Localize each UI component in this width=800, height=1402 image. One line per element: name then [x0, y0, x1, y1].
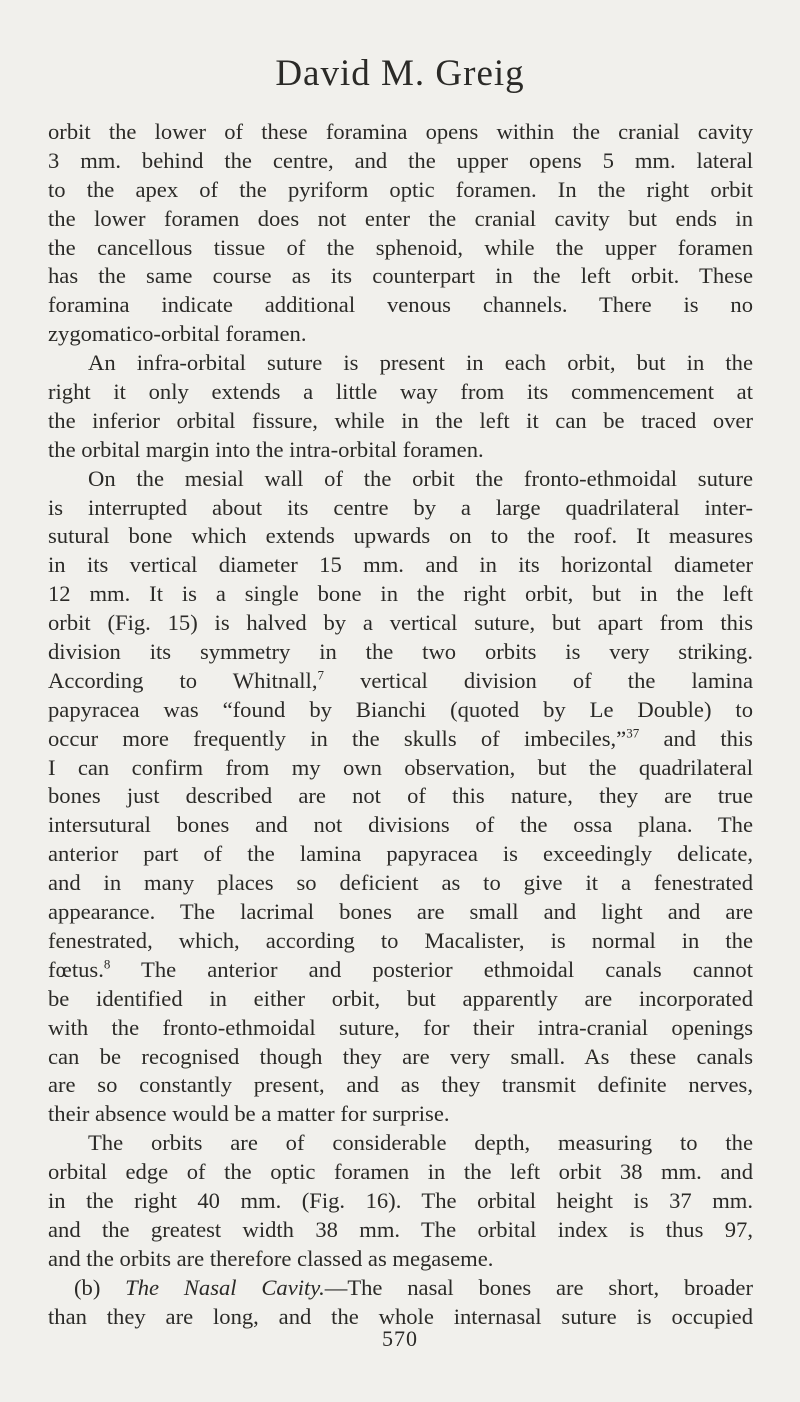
line-text: (b) [74, 1274, 126, 1300]
text-line [48, 811, 753, 840]
text-line [48, 956, 753, 985]
line-text: in the right 40 mm. (Fig. 16). The orbital height is 37 mm. [48, 1187, 753, 1213]
text-line [48, 378, 753, 407]
text-line [48, 234, 753, 263]
line-text: orbit the lower of these foramina opens within the cranial cavity [48, 119, 753, 144]
line-text: According to Whitnall, [48, 667, 318, 693]
text-line [48, 1043, 753, 1072]
text-line [48, 1071, 753, 1100]
line-text: with the fronto-ethmoidal suture, for their intra-cranial openings [48, 1014, 753, 1040]
text-line [48, 869, 753, 898]
footnote-ref: 37 [626, 725, 640, 741]
line-text: The anterior and posterior ethmoidal canals cannot [110, 956, 753, 982]
line-text: right it only extends a little way from its commencement at [48, 379, 753, 405]
text-line [48, 118, 753, 147]
line-text: the inferior orbital fissure, while in the left it can be traced over [48, 407, 753, 433]
line-text: orbit (Fig. 15) is halved by a vertical suture, but apart from this [48, 610, 753, 636]
text-line [48, 1245, 753, 1274]
text-line [48, 320, 753, 349]
text-line [48, 609, 753, 638]
line-text: sutural bone which extends upwards on to the roof. It measures [48, 523, 753, 549]
line-text: to the apex of the pyriform optic foramen. In the right orbit [48, 176, 753, 202]
line-text: has the same course as its counterpart in the left orbit. These [48, 263, 753, 289]
text-line [48, 638, 753, 667]
line-text: the lower foramen does not enter the cranial cavity but ends in [48, 205, 753, 231]
text-line [48, 1187, 753, 1216]
line-text: The orbits are of considerable depth, measuring to the [88, 1130, 753, 1156]
line-text: in its vertical diameter 15 mm. and in its horizontal diameter [48, 552, 753, 578]
line-text: zygomatico-orbital foramen. [48, 321, 307, 347]
line-text: their absence would be a matter for surprise. [48, 1101, 450, 1127]
line-text: are so constantly present, and as they transmit definite nerves, [48, 1072, 753, 1098]
text-line [48, 927, 753, 956]
text-line [48, 205, 753, 234]
running-head: David M. Greig [275, 53, 525, 94]
line-text: division its symmetry in the two orbits is very striking. [48, 639, 753, 665]
text-line [48, 494, 753, 523]
line-text: and the greatest width 38 mm. The orbital index is thus 97, [48, 1216, 753, 1242]
line-text: intersutural bones and not divisions of the ossa plana. The [48, 812, 753, 838]
text-line [48, 1100, 753, 1129]
text-line [48, 407, 753, 436]
text-line [48, 291, 753, 320]
line-text: 3 mm. behind the centre, and the upper opens 5 mm. lateral [48, 147, 753, 173]
line-text: orbital edge of the optic foramen in the left orbit 38 mm. and [48, 1159, 753, 1185]
footnote-ref: 8 [103, 956, 111, 972]
line-text: On the mesial wall of the orbit the fronto-ethmoidal suture [88, 465, 753, 491]
text-line [48, 147, 753, 176]
line-text: the cancellous tissue of the sphenoid, while the upper foramen [48, 234, 753, 260]
text-line [48, 176, 753, 205]
text-line [48, 1014, 753, 1043]
line-text: the orbital margin into the intra-orbital foramen. [48, 436, 484, 462]
line-text: be identified in either orbit, but apparently are incorporated [48, 985, 753, 1011]
line-text: foramina indicate additional venous channels. There is no [48, 292, 753, 318]
line-text: papyracea was “found by Bianchi (quoted by Le Double) to [48, 696, 753, 722]
text-line [48, 551, 753, 580]
page-number: 570 [382, 1326, 418, 1351]
text-line [48, 262, 753, 291]
line-text: fœtus. [48, 956, 104, 982]
text-line [48, 436, 753, 465]
italic-heading: The Nasal Cavity. [125, 1274, 325, 1300]
text-line [48, 1274, 753, 1303]
line-text: I can confirm from my own observation, but the quadrilateral [48, 754, 753, 780]
text-line [48, 1129, 753, 1158]
text-line [48, 782, 753, 811]
text-line [48, 349, 753, 378]
line-text: bones just described are not of this nature, they are true [48, 783, 753, 809]
line-text: can be recognised though they are very small. As these canals [48, 1043, 753, 1069]
line-text: and the orbits are therefore classed as megaseme. [48, 1245, 494, 1271]
text-line [48, 1158, 753, 1187]
text-line [48, 580, 753, 609]
text-line [48, 1216, 753, 1245]
line-text: than they are long, and the whole internasal suture is occupied [48, 1303, 753, 1329]
line-text: 12 mm. It is a single bone in the right orbit, but in the left [48, 581, 753, 607]
text-line [48, 725, 753, 754]
line-text: —The nasal bones are short, broader [324, 1274, 753, 1300]
text-line [48, 754, 753, 783]
text-line [48, 696, 753, 725]
line-text: fenestrated, which, according to Macalister, is normal in the [48, 927, 753, 953]
line-text: anterior part of the lamina papyracea is exceedingly delicate, [48, 841, 753, 867]
footnote-ref: 7 [317, 667, 324, 683]
line-text: appearance. The lacrimal bones are small and light and are [48, 899, 753, 925]
text-line [48, 522, 753, 551]
body-text [48, 118, 753, 1331]
line-text: and this [639, 725, 753, 751]
text-line [48, 840, 753, 869]
text-line [48, 667, 753, 696]
line-text: vertical division of the lamina [323, 667, 753, 693]
text-line [48, 898, 753, 927]
line-text: An infra-orbital suture is present in each orbit, but in the [88, 350, 753, 376]
line-text: and in many places so deficient as to give it a fenestrated [48, 870, 753, 896]
text-line [48, 465, 753, 494]
line-text: occur more frequently in the skulls of imbeciles,” [48, 725, 627, 751]
line-text: is interrupted about its centre by a large quadrilateral inter- [48, 494, 753, 520]
text-line [48, 985, 753, 1014]
